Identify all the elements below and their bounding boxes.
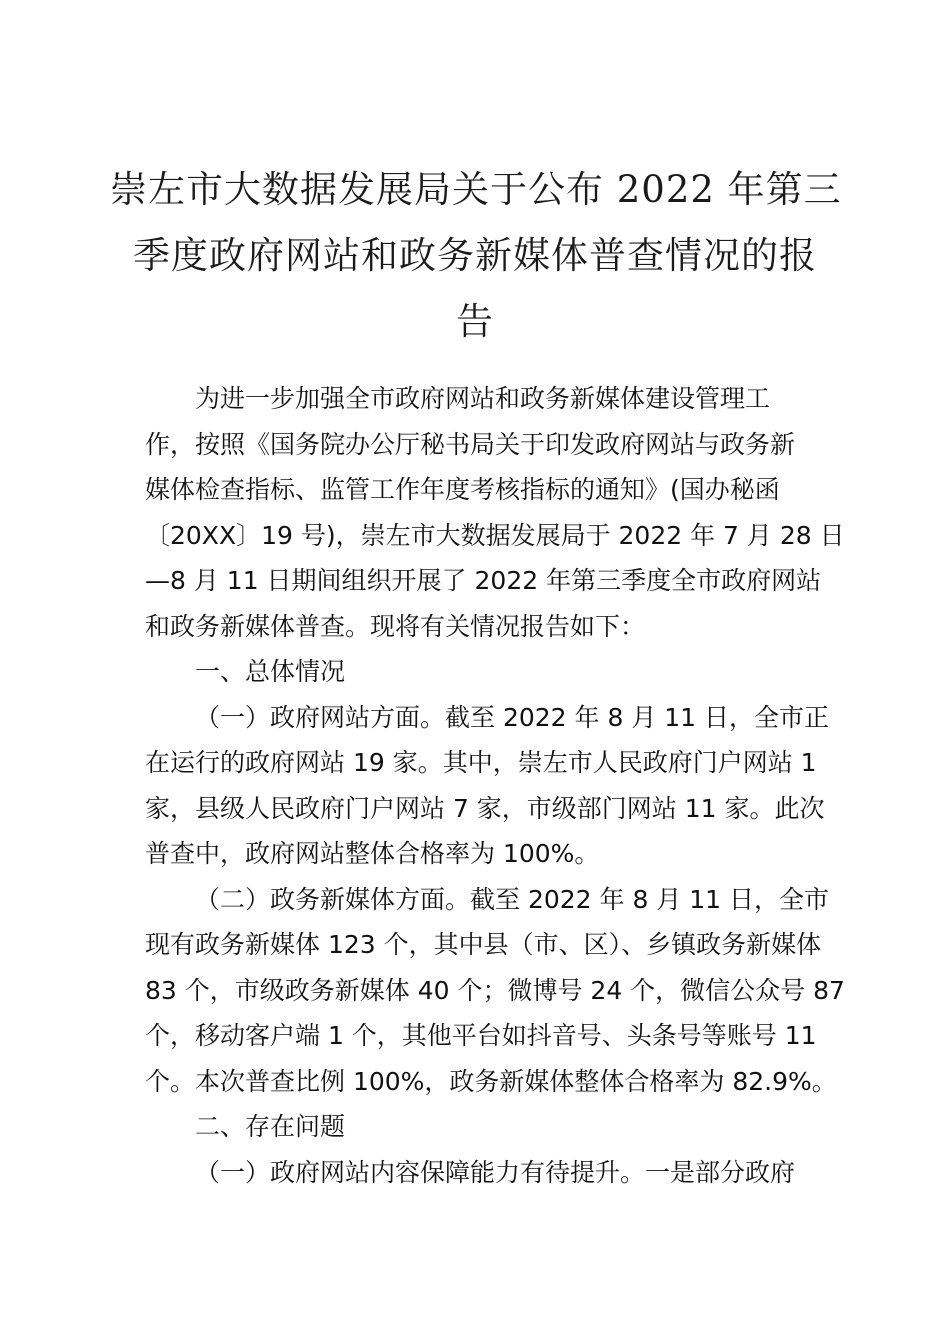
paragraph-new-media-line: 现有政务新媒体 123 个，其中县（市、区）、乡镇政务新媒体 — [145, 930, 822, 959]
paragraph-new-media-line: 83 个，市级政务新媒体 40 个；微博号 24 个，微信公众号 87 — [145, 975, 845, 1005]
title-line: 告 — [456, 300, 494, 343]
section-heading-overview: 一、总体情况 — [195, 657, 346, 686]
paragraph-websites-line: 家，县级人民政府门户网站 7 家，市级部门网站 11 家。此次 — [145, 793, 825, 823]
document-body — [145, 376, 845, 1195]
section-heading-problems: 二、存在问题 — [195, 1112, 346, 1141]
paragraph-intro-line: 媒体检查指标、监管工作年度考核指标的通知》(国办秘函 — [145, 475, 780, 504]
paragraph-websites-line: （一）政府网站方面。截至 2022 年 8 月 11 日，全市正 — [195, 702, 830, 732]
paragraph-new-media-line: （二）政务新媒体方面。截至 2022 年 8 月 11 日，全市 — [195, 884, 830, 914]
paragraph-intro-line: 为进一步加强全市政府网站和政务新媒体建设管理工 — [195, 384, 771, 413]
title-line: 季度政府网站和政务新媒体普查情况的报 — [133, 234, 817, 277]
paragraph-websites-line: 普查中，政府网站整体合格率为 100%。 — [145, 839, 600, 868]
paragraph-problems-line: （一）政府网站内容保障能力有待提升。一是部分政府 — [195, 1157, 796, 1187]
paragraph-intro-line: 和政务新媒体普查。现将有关情况报告如下： — [145, 611, 646, 641]
paragraph-intro-line: —8 月 11 日期间组织开展了 2022 年第三季度全市政府网站 — [145, 566, 822, 595]
paragraph-intro-line: 作，按照《国务院办公厅秘书局关于印发政府网站与政务新 — [145, 429, 796, 459]
title-line: 崇左市大数据发展局关于公布 2022 年第三 — [110, 168, 842, 211]
paragraph-websites-line: 在运行的政府网站 19 家。其中，崇左市人民政府门户网站 1 — [145, 748, 817, 777]
document-title — [110, 157, 840, 355]
paragraph-new-media-line: 个。本次普查比例 100%，政务新媒体整体合格率为 82.9%。 — [145, 1066, 837, 1096]
paragraph-intro-line: 〔20XX〕19 号)，崇左市大数据发展局于 2022 年 7 月 28 日 — [145, 520, 845, 550]
paragraph-new-media-line: 个，移动客户端 1 个，其他平台如抖音号、头条号等账号 11 — [145, 1021, 817, 1050]
